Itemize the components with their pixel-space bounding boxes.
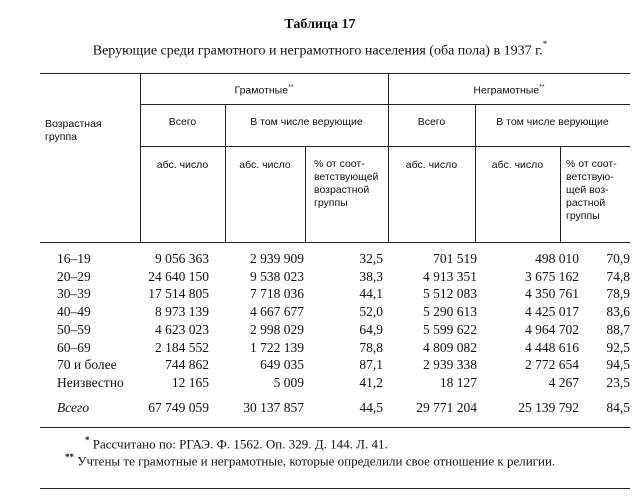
cell-ill-bel-pct: 94,5 <box>606 357 630 372</box>
cell-lit-total: 24 640 150 <box>148 269 209 284</box>
cell-lit-bel-pct: 44,5 <box>359 400 383 415</box>
cell-ill-bel-abs: 4 267 <box>548 375 579 390</box>
cell-ill-total: 5 599 622 <box>423 322 477 337</box>
header-bottom-rule <box>40 242 630 243</box>
header-lit-total: Всего <box>168 116 197 128</box>
header-lit-total-abs: абс. число <box>156 159 209 171</box>
header-lit-incl-believers: В том числе верующие <box>250 116 363 128</box>
footnote-1: * Рассчитано по: РГАЭ. Ф. 1562. Оп. 329. Д. 144. Л. 41. <box>85 435 388 452</box>
cell-ill-bel-pct: 88,7 <box>606 322 630 337</box>
cell-ill-bel-pct: 78,9 <box>606 286 630 301</box>
cell-ill-bel-abs: 498 010 <box>535 251 579 266</box>
cell-lit-bel-abs: 1 722 139 <box>250 340 304 355</box>
cell-lit-bel-pct: 38,3 <box>359 269 383 284</box>
cell-lit-total: 2 184 552 <box>155 340 209 355</box>
header-rule-2 <box>140 146 630 147</box>
cell-ill-total: 29 771 204 <box>416 400 477 415</box>
header-literate: Грамотные** <box>234 84 294 97</box>
cell-ill-total: 4 809 082 <box>423 340 477 355</box>
table-row <box>40 357 630 375</box>
cell-lit-bel-abs: 2 939 909 <box>250 251 304 266</box>
table-row <box>40 251 630 269</box>
cell-ill-bel-abs: 3 675 162 <box>525 269 579 284</box>
row-age-group: 30–39 <box>57 286 91 301</box>
cell-lit-bel-abs: 2 998 029 <box>250 322 304 337</box>
table-row <box>40 269 630 287</box>
cell-lit-bel-abs: 30 137 857 <box>243 400 304 415</box>
header-ill-bel-abs: абс. число <box>491 159 544 171</box>
cell-ill-bel-abs: 2 772 654 <box>525 357 579 372</box>
table-row <box>40 340 630 358</box>
cell-ill-bel-abs: 25 139 792 <box>518 400 579 415</box>
row-age-group: Всего <box>57 400 90 415</box>
cell-lit-total: 8 973 139 <box>155 304 209 319</box>
cell-ill-bel-pct: 74,8 <box>606 269 630 284</box>
header-ill-total-abs: абс. число <box>405 159 458 171</box>
col-divider-lit-abs <box>305 146 306 242</box>
cell-ill-bel-abs: 4 448 616 <box>525 340 579 355</box>
cell-lit-bel-pct: 32,5 <box>359 251 383 266</box>
cell-ill-bel-abs: 4 964 702 <box>525 322 579 337</box>
table-bottom-rule <box>40 427 630 428</box>
cell-lit-bel-pct: 44,1 <box>359 286 383 301</box>
cell-ill-bel-pct: 92,5 <box>606 340 630 355</box>
cell-lit-bel-abs: 9 538 023 <box>250 269 304 284</box>
cell-ill-bel-pct: 70,9 <box>606 251 630 266</box>
row-age-group: 20–29 <box>57 269 91 284</box>
cell-ill-total: 18 127 <box>439 375 477 390</box>
cell-lit-total: 9 056 363 <box>155 251 209 266</box>
header-age-group: Возрастная группа <box>45 118 102 143</box>
cell-ill-total: 2 939 338 <box>423 357 477 372</box>
cell-lit-bel-pct: 41,2 <box>359 375 383 390</box>
table-row <box>40 286 630 304</box>
cell-lit-total: 4 623 023 <box>155 322 209 337</box>
cell-ill-bel-abs: 4 425 017 <box>525 304 579 319</box>
cell-lit-total: 12 165 <box>171 375 209 390</box>
cell-ill-total: 701 519 <box>433 251 477 266</box>
table-title <box>0 41 640 60</box>
page-bottom-rule <box>40 488 630 489</box>
table-top-rule <box>40 73 630 74</box>
cell-lit-total: 67 749 059 <box>148 400 209 415</box>
cell-ill-bel-abs: 4 350 761 <box>525 286 579 301</box>
col-divider-groups <box>388 73 389 242</box>
table-row <box>40 304 630 322</box>
cell-ill-bel-pct: 23,5 <box>606 375 630 390</box>
cell-lit-bel-pct: 52,0 <box>359 304 383 319</box>
cell-lit-total: 17 514 805 <box>148 286 209 301</box>
table-title-text: Верующие среди грамотного и неграмотного населения (оба пола) в 1937 г. <box>92 43 543 59</box>
header-ill-bel-pct: % от соответствующей возрастной группы <box>566 158 617 222</box>
col-divider-ill-abs <box>560 146 561 242</box>
cell-lit-bel-abs: 4 667 677 <box>250 304 304 319</box>
cell-ill-total: 5 512 083 <box>423 286 477 301</box>
header-illiterate: Неграмотные** <box>473 84 545 97</box>
cell-ill-bel-pct: 83,6 <box>606 304 630 319</box>
col-divider-age <box>140 73 141 242</box>
header-lit-bel-abs: абс. число <box>239 159 291 171</box>
cell-ill-total: 4 913 351 <box>423 269 477 284</box>
row-age-group: 50–59 <box>57 322 91 337</box>
row-age-group: 40–49 <box>57 304 91 319</box>
row-age-group: 70 и более <box>57 357 117 372</box>
row-age-group: 60–69 <box>57 340 91 355</box>
cell-lit-total: 744 862 <box>165 357 209 372</box>
header-rule-1 <box>140 104 630 105</box>
cell-lit-bel-abs: 5 009 <box>273 375 304 390</box>
header-ill-total: Всего <box>417 116 446 128</box>
table-total-row <box>40 400 630 418</box>
table-row <box>40 322 630 340</box>
cell-lit-bel-abs: 649 035 <box>260 357 304 372</box>
header-lit-bel-pct: % от соответствующей возрастной группы <box>314 158 379 209</box>
table-row <box>40 375 630 393</box>
title-footnote-mark: * <box>542 39 548 49</box>
cell-lit-bel-pct: 64,9 <box>359 322 383 337</box>
cell-lit-bel-pct: 87,1 <box>359 357 383 372</box>
row-age-group: Неизвестно <box>57 375 124 390</box>
header-ill-incl-believers: В том числе верующие <box>496 116 609 128</box>
table-number: Таблица 17 <box>284 17 356 32</box>
cell-lit-bel-pct: 78,8 <box>359 340 383 355</box>
cell-lit-bel-abs: 7 718 036 <box>250 286 304 301</box>
footnote-2: ** Учтены те грамотные и неграмотные, которые определили свое отношение к религии. <box>65 452 556 469</box>
cell-ill-bel-pct: 84,5 <box>606 400 630 415</box>
row-age-group: 16–19 <box>57 251 91 266</box>
cell-ill-total: 5 290 613 <box>423 304 477 319</box>
